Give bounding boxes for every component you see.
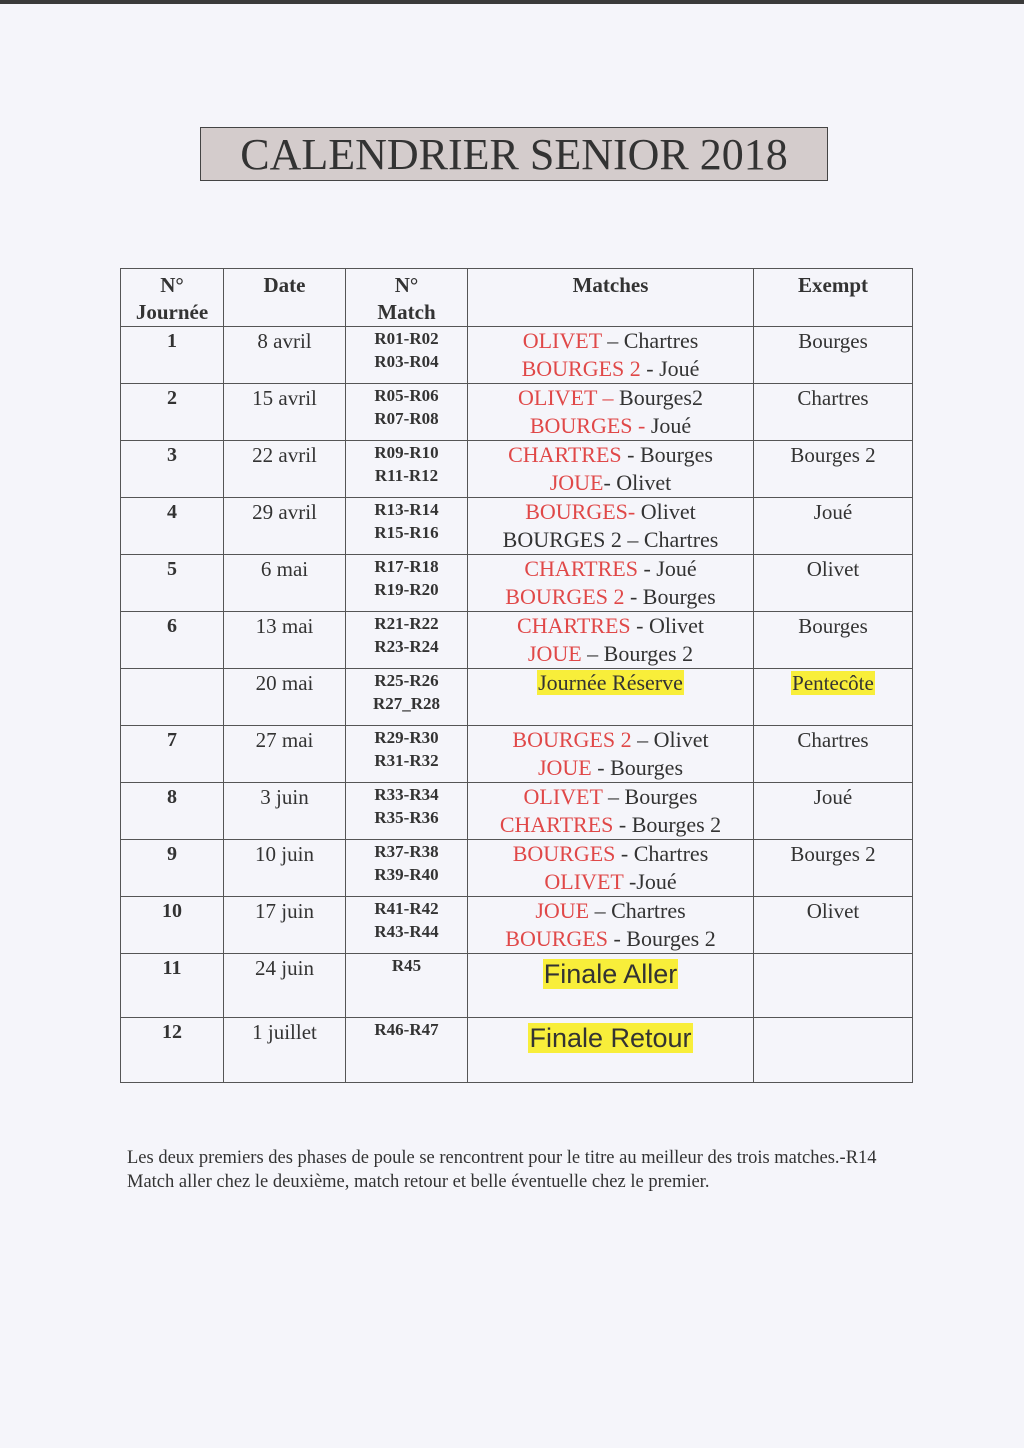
header-matches: Matches — [468, 269, 754, 327]
table-body — [121, 327, 913, 1083]
team-name: BOURGES- — [525, 499, 636, 524]
cell-match-codes — [346, 384, 468, 441]
cell-date: 22 avril — [224, 441, 346, 498]
cell-match-codes — [346, 839, 468, 896]
footnote-line-1: Les deux premiers des phases de poule se rencontrent pour le titre au meilleur des trois matches.-R14 — [127, 1148, 877, 1168]
match-code: R46-R47 — [374, 1020, 439, 1039]
cell-matches — [468, 384, 754, 441]
cell-exempt — [754, 782, 913, 839]
match-code: R45 — [391, 955, 422, 975]
header-match — [346, 269, 468, 327]
team-name: JOUE — [549, 470, 604, 495]
table-row — [121, 782, 913, 839]
cell-exempt — [754, 839, 913, 896]
match-line — [468, 355, 753, 383]
opponent-text: – Bourges — [602, 783, 698, 809]
table-header-row — [121, 269, 913, 327]
match-code: R15-R16 — [374, 523, 439, 542]
table-row — [121, 725, 913, 782]
team-name: JOUE — [537, 754, 592, 780]
cell-journee: 12 — [121, 1018, 224, 1083]
cell-journee: 4 — [121, 498, 224, 555]
opponent-text: - Bourges — [624, 584, 716, 609]
cell-match-codes — [346, 498, 468, 555]
table-row — [121, 327, 913, 384]
opponent-text: Olivet — [635, 499, 696, 524]
match-code: R35-R36 — [374, 807, 439, 827]
opponent-text: - Bourges 2 — [607, 925, 716, 951]
header-match-line-1: N° — [394, 273, 419, 297]
cell-journee: 5 — [121, 555, 224, 612]
match-code: R39-R40 — [374, 864, 439, 884]
table-row — [121, 669, 913, 726]
cell-journee: 7 — [121, 725, 224, 782]
cell-exempt — [754, 555, 913, 612]
final-label: Finale Aller — [543, 958, 678, 989]
page-title: CALENDRIER SENIOR 2018 — [200, 127, 828, 181]
cell-match-codes — [346, 725, 468, 782]
exempt-team: Bourges 2 — [790, 443, 876, 467]
table-row — [121, 555, 913, 612]
table-row — [121, 839, 913, 896]
header-match-line-2: Match — [377, 300, 436, 324]
team-name: BOURGES — [505, 925, 608, 951]
table-row — [121, 384, 913, 441]
exempt-team: Bourges — [798, 329, 868, 353]
cell-journee: 8 — [121, 782, 224, 839]
opponent-text: – Chartres — [601, 328, 699, 353]
match-code: R33-R34 — [374, 784, 439, 804]
cell-date: 8 avril — [224, 327, 346, 384]
exempt-team: Olivet — [806, 898, 860, 923]
match-code: R11-R12 — [374, 466, 439, 485]
match-line — [468, 640, 753, 668]
opponent-text: - Bourges — [591, 754, 684, 780]
match-line — [468, 897, 753, 925]
match-code: R27_R28 — [372, 694, 441, 713]
match-code: R17-R18 — [374, 557, 439, 576]
opponent-text: - Bourges 2 — [613, 811, 722, 837]
match-code: R25-R26 — [374, 671, 439, 690]
match-line — [468, 783, 753, 811]
cell-date: 27 mai — [224, 725, 346, 782]
cell-matches — [468, 327, 754, 384]
match-code: R41-R42 — [374, 898, 439, 918]
match-code: R09-R10 — [374, 443, 439, 462]
cell-match-codes — [346, 441, 468, 498]
table-row — [121, 1018, 913, 1083]
team-name: OLIVET — [522, 328, 602, 353]
match-code: R05-R06 — [374, 386, 439, 405]
match-code: R01-R02 — [374, 329, 439, 348]
exempt-team: Chartres — [797, 727, 869, 752]
team-name: BOURGES 2 — [505, 584, 625, 609]
cell-exempt — [754, 441, 913, 498]
cell-journee: 11 — [121, 953, 224, 1018]
cell-date: 3 juin — [224, 782, 346, 839]
opponent-text: Bourges2 — [613, 385, 703, 410]
opponent-text: - Olivet — [603, 470, 672, 495]
exempt-team: Joué — [813, 500, 853, 524]
match-line — [468, 1018, 753, 1058]
match-line — [468, 498, 753, 526]
cell-journee: 9 — [121, 839, 224, 896]
table-row — [121, 896, 913, 953]
header-journee-line-2: Journée — [135, 300, 209, 324]
cell-date: 10 juin — [224, 839, 346, 896]
team-name: CHARTRES — [508, 442, 622, 467]
scan-top-edge — [0, 0, 1024, 4]
cell-exempt — [754, 669, 913, 726]
opponent-text: - Bourges — [621, 442, 713, 467]
match-line — [468, 925, 753, 953]
match-line — [468, 840, 753, 868]
exempt-team: Bourges — [798, 614, 868, 638]
cell-exempt — [754, 953, 913, 1018]
footnote-line-2: Match aller chez le deuxième, match retour et belle éventuelle chez le premier. — [127, 1172, 710, 1192]
cell-date: 6 mai — [224, 555, 346, 612]
header-exempt: Exempt — [754, 269, 913, 327]
opponent-text: – Olivet — [631, 726, 709, 752]
exempt-team: Bourges 2 — [790, 841, 876, 866]
cell-match-codes — [346, 555, 468, 612]
opponent-text: – Chartres — [589, 897, 686, 923]
cell-exempt — [754, 498, 913, 555]
table-row — [121, 498, 913, 555]
cell-matches — [468, 669, 754, 726]
cell-match-codes — [346, 669, 468, 726]
team-name: JOUE — [535, 897, 590, 923]
match-code: R07-R08 — [374, 409, 439, 428]
cell-matches — [468, 498, 754, 555]
cell-match-codes — [346, 896, 468, 953]
cell-date: 15 avril — [224, 384, 346, 441]
cell-exempt — [754, 1018, 913, 1083]
opponent-text: BOURGES 2 – Chartres — [502, 527, 719, 552]
cell-matches — [468, 555, 754, 612]
cell-journee: 3 — [121, 441, 224, 498]
team-name: BOURGES - — [529, 413, 646, 438]
cell-date: 29 avril — [224, 498, 346, 555]
match-line — [468, 754, 753, 782]
cell-matches — [468, 953, 754, 1018]
table-row — [121, 953, 913, 1018]
match-code: R43-R44 — [374, 921, 439, 941]
team-name: OLIVET — [523, 783, 603, 809]
match-line — [468, 583, 753, 611]
footnote — [127, 1146, 907, 1194]
team-name: OLIVET — [544, 868, 624, 894]
match-line — [468, 726, 753, 754]
schedule-table — [120, 268, 913, 1083]
team-name: BOURGES 2 — [512, 726, 632, 752]
match-line — [468, 441, 753, 469]
cell-match-codes — [346, 1018, 468, 1083]
cell-exempt — [754, 612, 913, 669]
match-line — [468, 612, 753, 640]
match-code: R29-R30 — [374, 727, 439, 747]
table-row — [121, 612, 913, 669]
cell-matches — [468, 441, 754, 498]
final-label: Finale Retour — [529, 1023, 692, 1053]
opponent-text: - Joué — [640, 356, 700, 381]
opponent-text: - Joué — [637, 556, 697, 581]
cell-exempt — [754, 327, 913, 384]
cell-exempt — [754, 896, 913, 953]
cell-journee: 1 — [121, 327, 224, 384]
match-code: R23-R24 — [374, 637, 439, 656]
match-line — [468, 526, 753, 554]
team-name: CHARTRES — [524, 556, 638, 581]
cell-exempt — [754, 384, 913, 441]
cell-matches — [468, 725, 754, 782]
match-line — [468, 412, 753, 440]
team-name: BOURGES — [512, 840, 616, 866]
cell-date: 20 mai — [224, 669, 346, 726]
cell-matches — [468, 612, 754, 669]
cell-date: 17 juin — [224, 896, 346, 953]
team-name: OLIVET – — [518, 385, 614, 410]
match-code: R31-R32 — [374, 750, 439, 770]
match-line — [468, 469, 753, 497]
match-line — [468, 954, 753, 994]
exempt-team: Olivet — [806, 557, 860, 581]
team-name: JOUE — [527, 641, 582, 666]
cell-matches — [468, 782, 754, 839]
opponent-text: Joué — [645, 413, 692, 438]
table-row — [121, 441, 913, 498]
match-line — [468, 327, 753, 355]
team-name: BOURGES 2 — [521, 356, 641, 381]
header-journee — [121, 269, 224, 327]
match-line — [468, 555, 753, 583]
cell-matches — [468, 1018, 754, 1083]
cell-date: 13 mai — [224, 612, 346, 669]
team-name: CHARTRES — [499, 811, 614, 837]
opponent-text: - Olivet — [630, 613, 704, 638]
cell-journee: 6 — [121, 612, 224, 669]
match-line — [468, 811, 753, 839]
cell-matches — [468, 896, 754, 953]
match-line — [468, 868, 753, 896]
exempt-team: Pentecôte — [792, 671, 874, 695]
cell-match-codes — [346, 782, 468, 839]
match-code: R19-R20 — [374, 580, 439, 599]
cell-journee: 2 — [121, 384, 224, 441]
cell-exempt — [754, 725, 913, 782]
header-journee-line-1: N° — [160, 273, 184, 297]
team-name: CHARTRES — [517, 613, 631, 638]
match-code: R03-R04 — [374, 352, 439, 371]
match-code: R13-R14 — [374, 500, 439, 519]
match-line — [468, 669, 753, 697]
cell-match-codes — [346, 953, 468, 1018]
cell-date: 24 juin — [224, 953, 346, 1018]
match-line — [468, 384, 753, 412]
exempt-team: Chartres — [797, 386, 869, 410]
opponent-text: - Chartres — [615, 840, 709, 866]
match-code: R37-R38 — [374, 841, 439, 861]
opponent-text: – Bourges 2 — [581, 641, 694, 666]
cell-matches — [468, 839, 754, 896]
reserve-day-label: Journée Réserve — [538, 670, 683, 695]
header-date: Date — [224, 269, 346, 327]
cell-match-codes — [346, 327, 468, 384]
exempt-team: Joué — [813, 784, 853, 809]
cell-match-codes — [346, 612, 468, 669]
match-code: R21-R22 — [374, 614, 439, 633]
opponent-text: -Joué — [623, 868, 677, 894]
cell-date: 1 juillet — [224, 1018, 346, 1083]
cell-journee: 10 — [121, 896, 224, 953]
cell-journee — [121, 669, 224, 726]
